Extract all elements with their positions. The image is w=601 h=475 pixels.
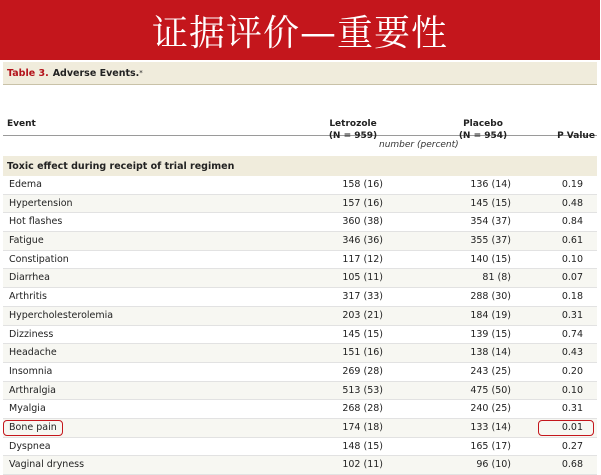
p-value: 0.01	[561, 421, 583, 433]
letrozole-value: 157 (16)	[342, 197, 383, 209]
event-name: Fatigue	[9, 235, 44, 247]
letrozole-value: 145 (15)	[342, 328, 383, 340]
letrozole-value: 513 (53)	[342, 384, 383, 396]
event-name: Headache	[9, 347, 57, 359]
highlight-box-p-value	[538, 420, 594, 436]
placebo-value: 288 (30)	[470, 291, 511, 303]
p-value: 0.07	[561, 272, 583, 284]
event-name: Hypertension	[9, 197, 73, 209]
event-name: Myalgia	[9, 403, 46, 415]
letrozole-value: 360 (38)	[342, 216, 383, 228]
event-name: Bone pain	[9, 421, 57, 433]
table-caption	[3, 62, 597, 85]
letrozole-value: 151 (16)	[342, 347, 383, 359]
placebo-value: 81 (8)	[482, 272, 511, 284]
table-row	[3, 288, 597, 307]
placebo-value: 184 (19)	[470, 309, 511, 321]
table-header	[3, 85, 597, 141]
p-value: 0.19	[561, 179, 583, 190]
p-value: 0.68	[561, 459, 583, 471]
p-value: 0.48	[561, 197, 583, 209]
table-row	[3, 363, 597, 382]
placebo-value: 165 (17)	[470, 440, 511, 452]
adverse-events-table	[3, 62, 597, 471]
header-event: Event	[7, 119, 36, 129]
placebo-value: 133 (14)	[470, 421, 511, 433]
table-row	[3, 307, 597, 326]
table-row	[3, 456, 597, 475]
section-header: Toxic effect during receipt of trial regimen	[3, 156, 597, 176]
placebo-value: 243 (25)	[470, 365, 511, 377]
p-value: 0.27	[561, 440, 583, 452]
footnote-mark: *	[139, 69, 143, 77]
header-placebo-n: (N = 954)	[458, 131, 508, 141]
slide-title-banner	[0, 0, 600, 60]
table-row	[3, 176, 597, 195]
table-row	[3, 326, 597, 345]
letrozole-value: 203 (21)	[342, 309, 383, 321]
header-letrozole-n: (N = 959)	[328, 131, 378, 141]
event-name: Vaginal dryness	[9, 459, 85, 471]
letrozole-value: 174 (18)	[342, 421, 383, 433]
p-value: 0.84	[561, 216, 583, 228]
letrozole-value: 105 (11)	[342, 272, 383, 284]
letrozole-value: 269 (28)	[342, 365, 383, 377]
letrozole-value: 148 (15)	[342, 440, 383, 452]
p-value: 0.74	[561, 328, 583, 340]
event-name: Hypercholesterolemia	[9, 309, 114, 321]
event-name: Hot flashes	[9, 216, 63, 228]
p-value: 0.10	[561, 253, 583, 265]
table-row	[3, 344, 597, 363]
placebo-value: 240 (25)	[470, 403, 511, 415]
p-value: 0.31	[561, 403, 583, 415]
table-row	[3, 438, 597, 457]
table-row	[3, 269, 597, 288]
p-value: 0.18	[561, 291, 583, 303]
table-row	[3, 419, 597, 438]
letrozole-value: 346 (36)	[342, 235, 383, 247]
table-body	[3, 176, 597, 475]
event-name: Arthralgia	[9, 384, 57, 396]
letrozole-value: 268 (28)	[342, 403, 383, 415]
p-value: 0.31	[561, 309, 583, 321]
highlight-box-event	[3, 420, 63, 436]
placebo-value: 136 (14)	[470, 179, 511, 190]
event-name: Insomnia	[9, 365, 53, 377]
event-name: Edema	[9, 179, 42, 190]
table-row	[3, 213, 597, 232]
header-letrozole-name: Letrozole	[329, 119, 377, 129]
letrozole-value: 158 (16)	[342, 179, 383, 190]
units-label: number (percent)	[379, 140, 459, 150]
letrozole-value: 317 (33)	[342, 291, 383, 303]
letrozole-value: 117 (12)	[342, 253, 383, 265]
table-row	[3, 195, 597, 214]
header-placebo-name: Placebo	[463, 119, 503, 129]
header-p-value: P Value	[557, 131, 595, 141]
placebo-value: 96 (10)	[476, 459, 511, 471]
event-name: Constipation	[9, 253, 69, 265]
p-value: 0.43	[561, 347, 583, 359]
p-value: 0.61	[561, 235, 583, 247]
placebo-value: 138 (14)	[470, 347, 511, 359]
placebo-value: 140 (15)	[470, 253, 511, 265]
p-value: 0.20	[561, 365, 583, 377]
p-value: 0.10	[561, 384, 583, 396]
placebo-value: 139 (15)	[470, 328, 511, 340]
placebo-value: 355 (37)	[470, 235, 511, 247]
placebo-value: 145 (15)	[470, 197, 511, 209]
table-row	[3, 400, 597, 419]
table-row	[3, 232, 597, 251]
table-number: Table 3.	[7, 67, 49, 79]
letrozole-value: 102 (11)	[342, 459, 383, 471]
event-name: Dyspnea	[9, 440, 51, 452]
event-name: Diarrhea	[9, 272, 50, 284]
table-row	[3, 251, 597, 270]
table-title: Adverse Events.	[52, 67, 140, 79]
event-name: Arthritis	[9, 291, 48, 303]
table-row	[3, 382, 597, 401]
event-name: Dizziness	[9, 328, 54, 340]
units-row	[3, 136, 597, 156]
slide-title: 证据评价—重要性	[151, 12, 448, 54]
placebo-value: 475 (50)	[470, 384, 511, 396]
placebo-value: 354 (37)	[470, 216, 511, 228]
